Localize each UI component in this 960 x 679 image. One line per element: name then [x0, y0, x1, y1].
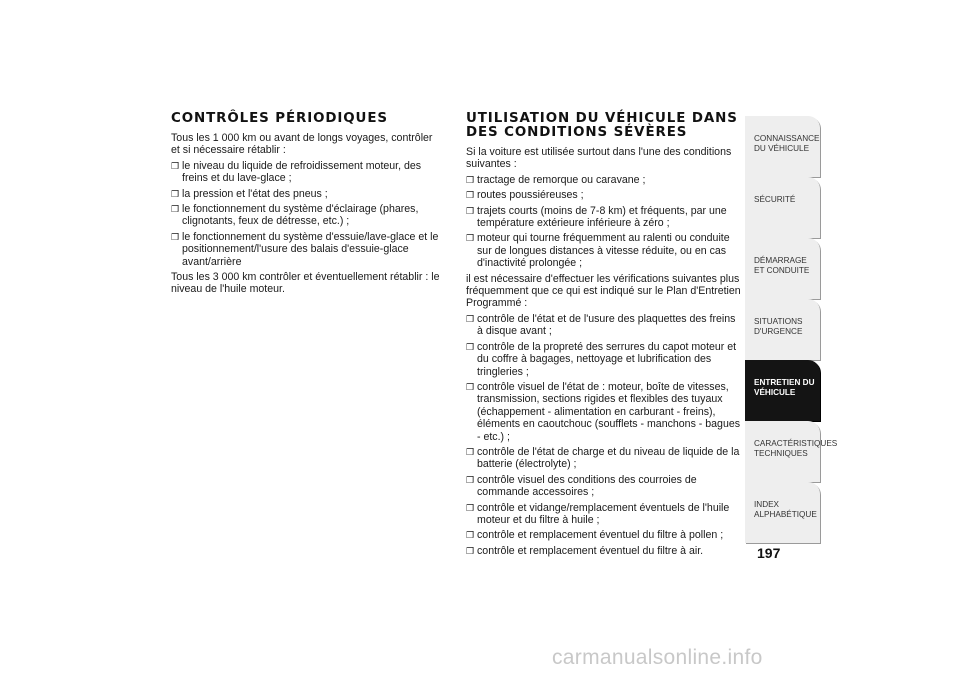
list-item: ❒ le fonctionnement du système d'essuie/lave-glace et le positionnement/l'usure des balais d'essuie-glace avant/arrière — [171, 230, 439, 268]
list-item: ❒ contrôle de la propreté des serrures du capot moteur et du coffre à bagages, nettoyage et lubrification des tringleries ; — [466, 340, 737, 378]
list-item: ❒ le niveau du liquide de refroidissement moteur, des freins et du lave-glace ; — [171, 159, 422, 185]
list-item: ❒ contrôle de l'état et de l'usure des plaquettes des freins à disque avant ; — [466, 312, 736, 338]
list-item: ❒ contrôle et vidange/remplacement éventuels de l'huile moteur et du filtre à huile ; — [466, 501, 730, 526]
tab-situations-d-urgence[interactable]: SITUATIONS D'URGENCE — [745, 299, 820, 360]
tab-index-alphabetique[interactable]: INDEX ALPHABÉTIQUE — [745, 482, 820, 543]
tab-demarrage-et-conduite[interactable]: DÉMARRAGE ET CONDUITE — [745, 238, 820, 299]
checkbox-bullet-icon: ❒ — [171, 204, 180, 215]
middle-text: il est nécessaire d'effectuer les vérifications suivantes plus fréquemment que ce qui est indiqué sur le Plan d'Entretien Programmé : — [466, 272, 741, 310]
list-item: ❒ contrôle et remplacement éventuel du filtre à pollen ; — [466, 529, 724, 542]
list-item: ❒ moteur qui tourne fréquemment au ralenti ou conduite sur de longues distances à vitesse réduite, ou en cas d'inactivité prolongée ; — [466, 232, 730, 270]
checkbox-bullet-icon: ❒ — [466, 341, 475, 352]
checkbox-bullet-icon: ❒ — [466, 474, 475, 485]
list-item: ❒ trajets courts (moins de 7-8 km) et fréquents, par une température extérieure inférieure à zéro ; — [466, 204, 727, 230]
checkbox-bullet-icon: ❒ — [171, 231, 180, 242]
closing-text: Tous les 3 000 km contrôler et éventuellement rétablir : le niveau de l'huile moteur. — [171, 271, 440, 296]
tab-entretien-du-vehicule[interactable]: ENTRETIEN DU VÉHICULE — [745, 360, 820, 421]
checkbox-bullet-icon: ❒ — [466, 502, 475, 513]
tab-securite[interactable]: SÉCURITÉ — [745, 177, 820, 238]
page-number: 197 — [757, 545, 781, 561]
section-title-severe-conditions: UTILISATION DU VÉHICULE DANS DES CONDITIONS SÉVÈRES — [466, 111, 738, 140]
conditions-list — [466, 174, 742, 270]
intro-text: Tous les 1 000 km ou avant de longs voyages, contrôler et si nécessaire rétablir : — [171, 132, 433, 157]
chapter-tabs — [745, 116, 838, 543]
list-item: ❒ le fonctionnement du système d'éclairage (phares, clignotants, feux de détresse, etc.) ; — [171, 203, 419, 228]
watermark: carmanualsonline.info — [552, 646, 763, 669]
list-item: ❒ routes poussiéreuses ; — [466, 189, 584, 202]
list-item: ❒ la pression et l'état des pneus ; — [171, 187, 328, 200]
checkbox-bullet-icon: ❒ — [466, 233, 475, 244]
left-column — [171, 112, 443, 299]
periodic-checks-list — [171, 160, 443, 268]
tab-connaissance-du-vehicule[interactable]: CONNAISSANCE DU VÉHICULE — [745, 116, 820, 177]
right-column — [466, 112, 742, 560]
checks-list — [466, 313, 742, 557]
list-item: ❒ contrôle et remplacement éventuel du filtre à air. — [466, 544, 704, 557]
checkbox-bullet-icon: ❒ — [466, 190, 475, 201]
list-item: ❒ contrôle de l'état de charge et du niveau de liquide de la batterie (électrolyte) ; — [466, 445, 740, 471]
checkbox-bullet-icon: ❒ — [466, 446, 475, 457]
list-item: ❒ contrôle visuel de l'état de : moteur, boîte de vitesses, transmission, sections rigides et flexibles des tuyaux (échappement - alimentation en carburant - freins), éléments en caoutchouc (soufflets - manchons - bagues - etc.) ; — [466, 380, 741, 443]
checkbox-bullet-icon: ❒ — [466, 545, 475, 556]
intro-text: Si la voiture est utilisée surtout dans l'une des conditions suivantes : — [466, 146, 732, 171]
checkbox-bullet-icon: ❒ — [171, 160, 180, 171]
section-title-periodic-checks: CONTRÔLES PÉRIODIQUES — [171, 111, 388, 126]
checkbox-bullet-icon: ❒ — [466, 530, 475, 541]
checkbox-bullet-icon: ❒ — [171, 188, 180, 199]
list-item: ❒ contrôle visuel des conditions des courroies de commande accessoires ; — [466, 473, 697, 499]
list-item: ❒ tractage de remorque ou caravane ; — [466, 173, 646, 186]
tab-caracteristiques-techniques[interactable]: CARACTÉRISTIQUES TECHNIQUES — [745, 421, 820, 482]
checkbox-bullet-icon: ❒ — [466, 381, 475, 392]
checkbox-bullet-icon: ❒ — [466, 205, 475, 216]
checkbox-bullet-icon: ❒ — [466, 313, 475, 324]
checkbox-bullet-icon: ❒ — [466, 174, 475, 185]
